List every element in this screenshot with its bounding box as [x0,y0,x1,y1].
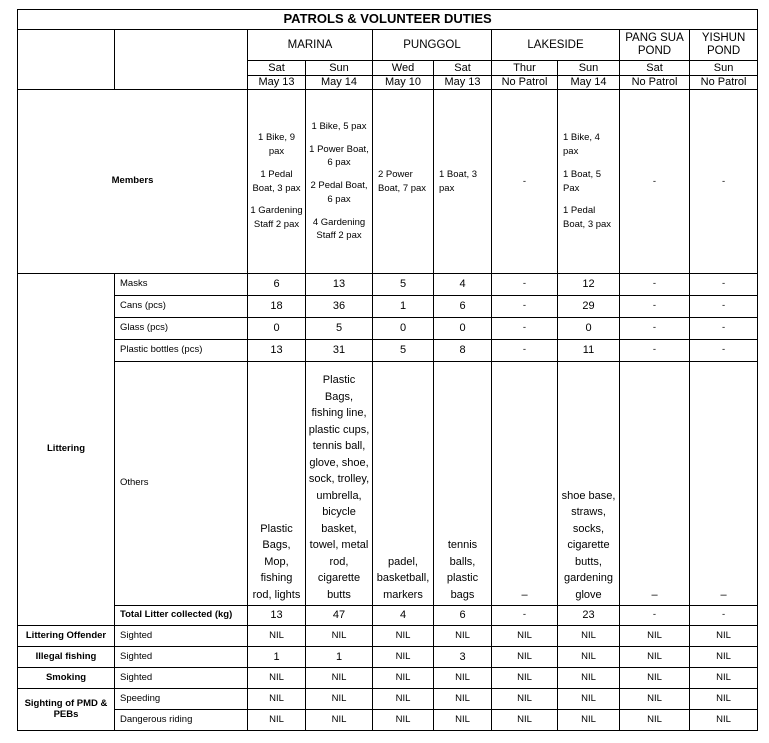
incident-value: NIL [558,626,620,647]
line-gap [250,159,303,168]
members-entry: 1 Bike, 5 pax [311,120,367,132]
littering-value: - [492,340,558,362]
incident-value: NIL [620,668,690,689]
littering-value: 13 [248,340,306,362]
patrols-table [17,9,758,731]
incident-value: NIL [690,626,758,647]
incident-value: NIL [373,710,434,731]
littering-value: 0 [434,318,492,340]
incident-label: Smoking [18,668,115,689]
members-row [18,90,758,274]
members-entry: 1 Pedal Boat, 3 pax [252,168,301,194]
others-value: Plastic Bags, Mop, fishing rod, lights [248,362,306,606]
members-cell [558,90,620,274]
members-cell [620,90,690,274]
incident-value: NIL [434,689,492,710]
incident-value: NIL [248,710,306,731]
incident-value: NIL [306,668,373,689]
members-entry: 1 Bike, 4 pax [563,132,600,157]
date-cell: No Patrol [492,76,558,90]
date-cell: May 10 [373,76,434,90]
incident-value: NIL [558,689,620,710]
littering-value: 0 [248,318,306,340]
day-cell: Thur [492,61,558,76]
members-cell [434,90,492,274]
location-header: YISHUN POND [690,30,758,61]
littering-item-label: Plastic bottles (pcs) [115,340,248,362]
incident-value: NIL [434,626,492,647]
littering-row [18,340,758,362]
total-label: Total Litter collected (kg) [115,606,248,626]
others-value: tennis balls, plastic bags [434,362,492,606]
members-entry: - [522,175,527,187]
incident-value: NIL [306,626,373,647]
littering-row [18,296,758,318]
incident-value: NIL [558,647,620,668]
members-entry: 1 Boat, 3 pax [439,168,478,194]
total-value: 13 [248,606,306,626]
total-value: - [690,606,758,626]
members-entry: 4 Gardening Staff 2 pax [312,216,366,242]
littering-value: 6 [248,274,306,296]
day-cell: Wed [373,61,434,76]
date-cell: May 13 [434,76,492,90]
littering-value: - [620,340,690,362]
location-header: LAKESIDE [492,30,620,61]
littering-value: - [492,318,558,340]
others-value: Plastic Bags, fishing line, plastic cups, tennis ball, glove, shoe, sock, trolley, umbrella, bicycle basket, towel, metal rod, cigarette butts [306,362,373,606]
littering-value: - [620,274,690,296]
littering-value: - [492,296,558,318]
others-value: – [620,362,690,606]
incident-value: NIL [434,668,492,689]
littering-value: 11 [558,340,620,362]
incident-value: NIL [620,710,690,731]
location-header: PANG SUA POND [620,30,690,61]
total-value: 6 [434,606,492,626]
incident-value: NIL [690,689,758,710]
date-cell: May 14 [306,76,373,90]
littering-row [18,318,758,340]
date-cell: No Patrol [690,76,758,90]
table-body [18,10,758,731]
incident-value: NIL [248,668,306,689]
line-gap [563,195,617,204]
day-cell: Sun [690,61,758,76]
littering-row [18,274,758,296]
members-entry: 1 Power Boat, 6 pax [309,143,369,169]
littering-value: - [690,340,758,362]
line-gap [563,159,617,168]
incident-value: NIL [690,710,758,731]
littering-value: 13 [306,274,373,296]
incident-row [18,668,758,689]
location-row [18,30,758,61]
littering-value: 18 [248,296,306,318]
members-entry: 2 Pedal Boat, 6 pax [310,180,368,205]
incident-value: NIL [492,647,558,668]
members-entry: 1 Pedal Boat, 3 pax [563,205,612,231]
littering-value: - [690,318,758,340]
littering-item-label: Cans (pcs) [115,296,248,318]
others-value: – [492,362,558,606]
location-header: PUNGGOL [373,30,492,61]
incident-sub-label: Sighted [115,668,248,689]
littering-value: 36 [306,296,373,318]
littering-value: 5 [373,274,434,296]
line-gap [308,207,370,216]
line-gap [250,195,303,204]
incident-label: Illegal fishing [18,647,115,668]
littering-value: 12 [558,274,620,296]
members-cell [373,90,434,274]
littering-value: - [492,274,558,296]
members-cell [306,90,373,274]
incident-value: NIL [434,710,492,731]
incident-row [18,626,758,647]
incident-sub-label: Speeding [115,689,248,710]
others-label: Others [115,362,248,606]
day-cell: Sun [306,61,373,76]
incident-row [18,710,758,731]
incident-value: NIL [373,626,434,647]
littering-label: Littering [18,274,115,626]
total-value: 4 [373,606,434,626]
total-value: - [492,606,558,626]
incident-value: NIL [492,710,558,731]
incident-value: NIL [690,668,758,689]
total-value: 47 [306,606,373,626]
incident-value: NIL [492,668,558,689]
incident-value: NIL [248,689,306,710]
day-cell: Sat [620,61,690,76]
total-value: 23 [558,606,620,626]
incident-value: NIL [620,626,690,647]
date-cell: May 13 [248,76,306,90]
incident-value: NIL [306,710,373,731]
littering-value: 1 [373,296,434,318]
incident-value: NIL [248,626,306,647]
members-cell [248,90,306,274]
total-row [18,606,758,626]
littering-value: 5 [373,340,434,362]
incident-value: NIL [306,689,373,710]
members-entry: 2 Power Boat, 7 pax [378,168,427,194]
others-row [18,362,758,606]
line-gap [308,170,370,179]
day-cell: Sun [558,61,620,76]
date-cell: No Patrol [620,76,690,90]
littering-value: 0 [558,318,620,340]
littering-value: 31 [306,340,373,362]
others-value: – [690,362,758,606]
incident-value: NIL [620,647,690,668]
littering-value: 4 [434,274,492,296]
blank-header-cell [115,30,248,90]
incident-value: NIL [373,668,434,689]
littering-value: 5 [306,318,373,340]
littering-value: 6 [434,296,492,318]
incident-value: 3 [434,647,492,668]
total-value: - [620,606,690,626]
title-row [18,10,758,30]
line-gap [308,134,370,143]
incident-value: 1 [248,647,306,668]
littering-value: - [620,296,690,318]
incident-label: Littering Offender [18,626,115,647]
incident-value: NIL [690,647,758,668]
incident-sub-label: Sighted [115,626,248,647]
others-value: padel, basketball, markers [373,362,434,606]
littering-value: - [690,296,758,318]
littering-item-label: Masks [115,274,248,296]
incident-value: NIL [620,689,690,710]
littering-value: - [690,274,758,296]
incident-value: NIL [492,626,558,647]
incident-sub-label: Dangerous riding [115,710,248,731]
littering-item-label: Glass (pcs) [115,318,248,340]
incident-value: NIL [558,710,620,731]
members-label: Members [18,90,248,274]
members-cell [492,90,558,274]
members-entry: - [652,175,657,187]
incident-value: NIL [373,647,434,668]
blank-header-cell [18,30,115,90]
littering-value: 29 [558,296,620,318]
littering-value: 8 [434,340,492,362]
members-entry: - [721,175,726,187]
table-title: PATROLS & VOLUNTEER DUTIES [18,10,758,30]
littering-value: - [620,318,690,340]
littering-value: 0 [373,318,434,340]
day-cell: Sat [248,61,306,76]
incident-row [18,689,758,710]
members-entry: 1 Gardening Staff 2 pax [250,205,303,231]
day-cell: Sat [434,61,492,76]
incident-value: NIL [492,689,558,710]
incident-row [18,647,758,668]
members-cell [690,90,758,274]
incident-value: NIL [373,689,434,710]
incident-value: NIL [558,668,620,689]
members-entry: 1 Bike, 9 pax [258,132,295,157]
incident-sub-label: Sighted [115,647,248,668]
others-value: shoe base, straws, socks, cigarette butts, gardening glove [558,362,620,606]
date-cell: May 14 [558,76,620,90]
incident-label: Sighting of PMD & PEBs [18,689,115,731]
members-entry: 1 Boat, 5 Pax [563,168,602,194]
incident-value: 1 [306,647,373,668]
location-header: MARINA [248,30,373,61]
